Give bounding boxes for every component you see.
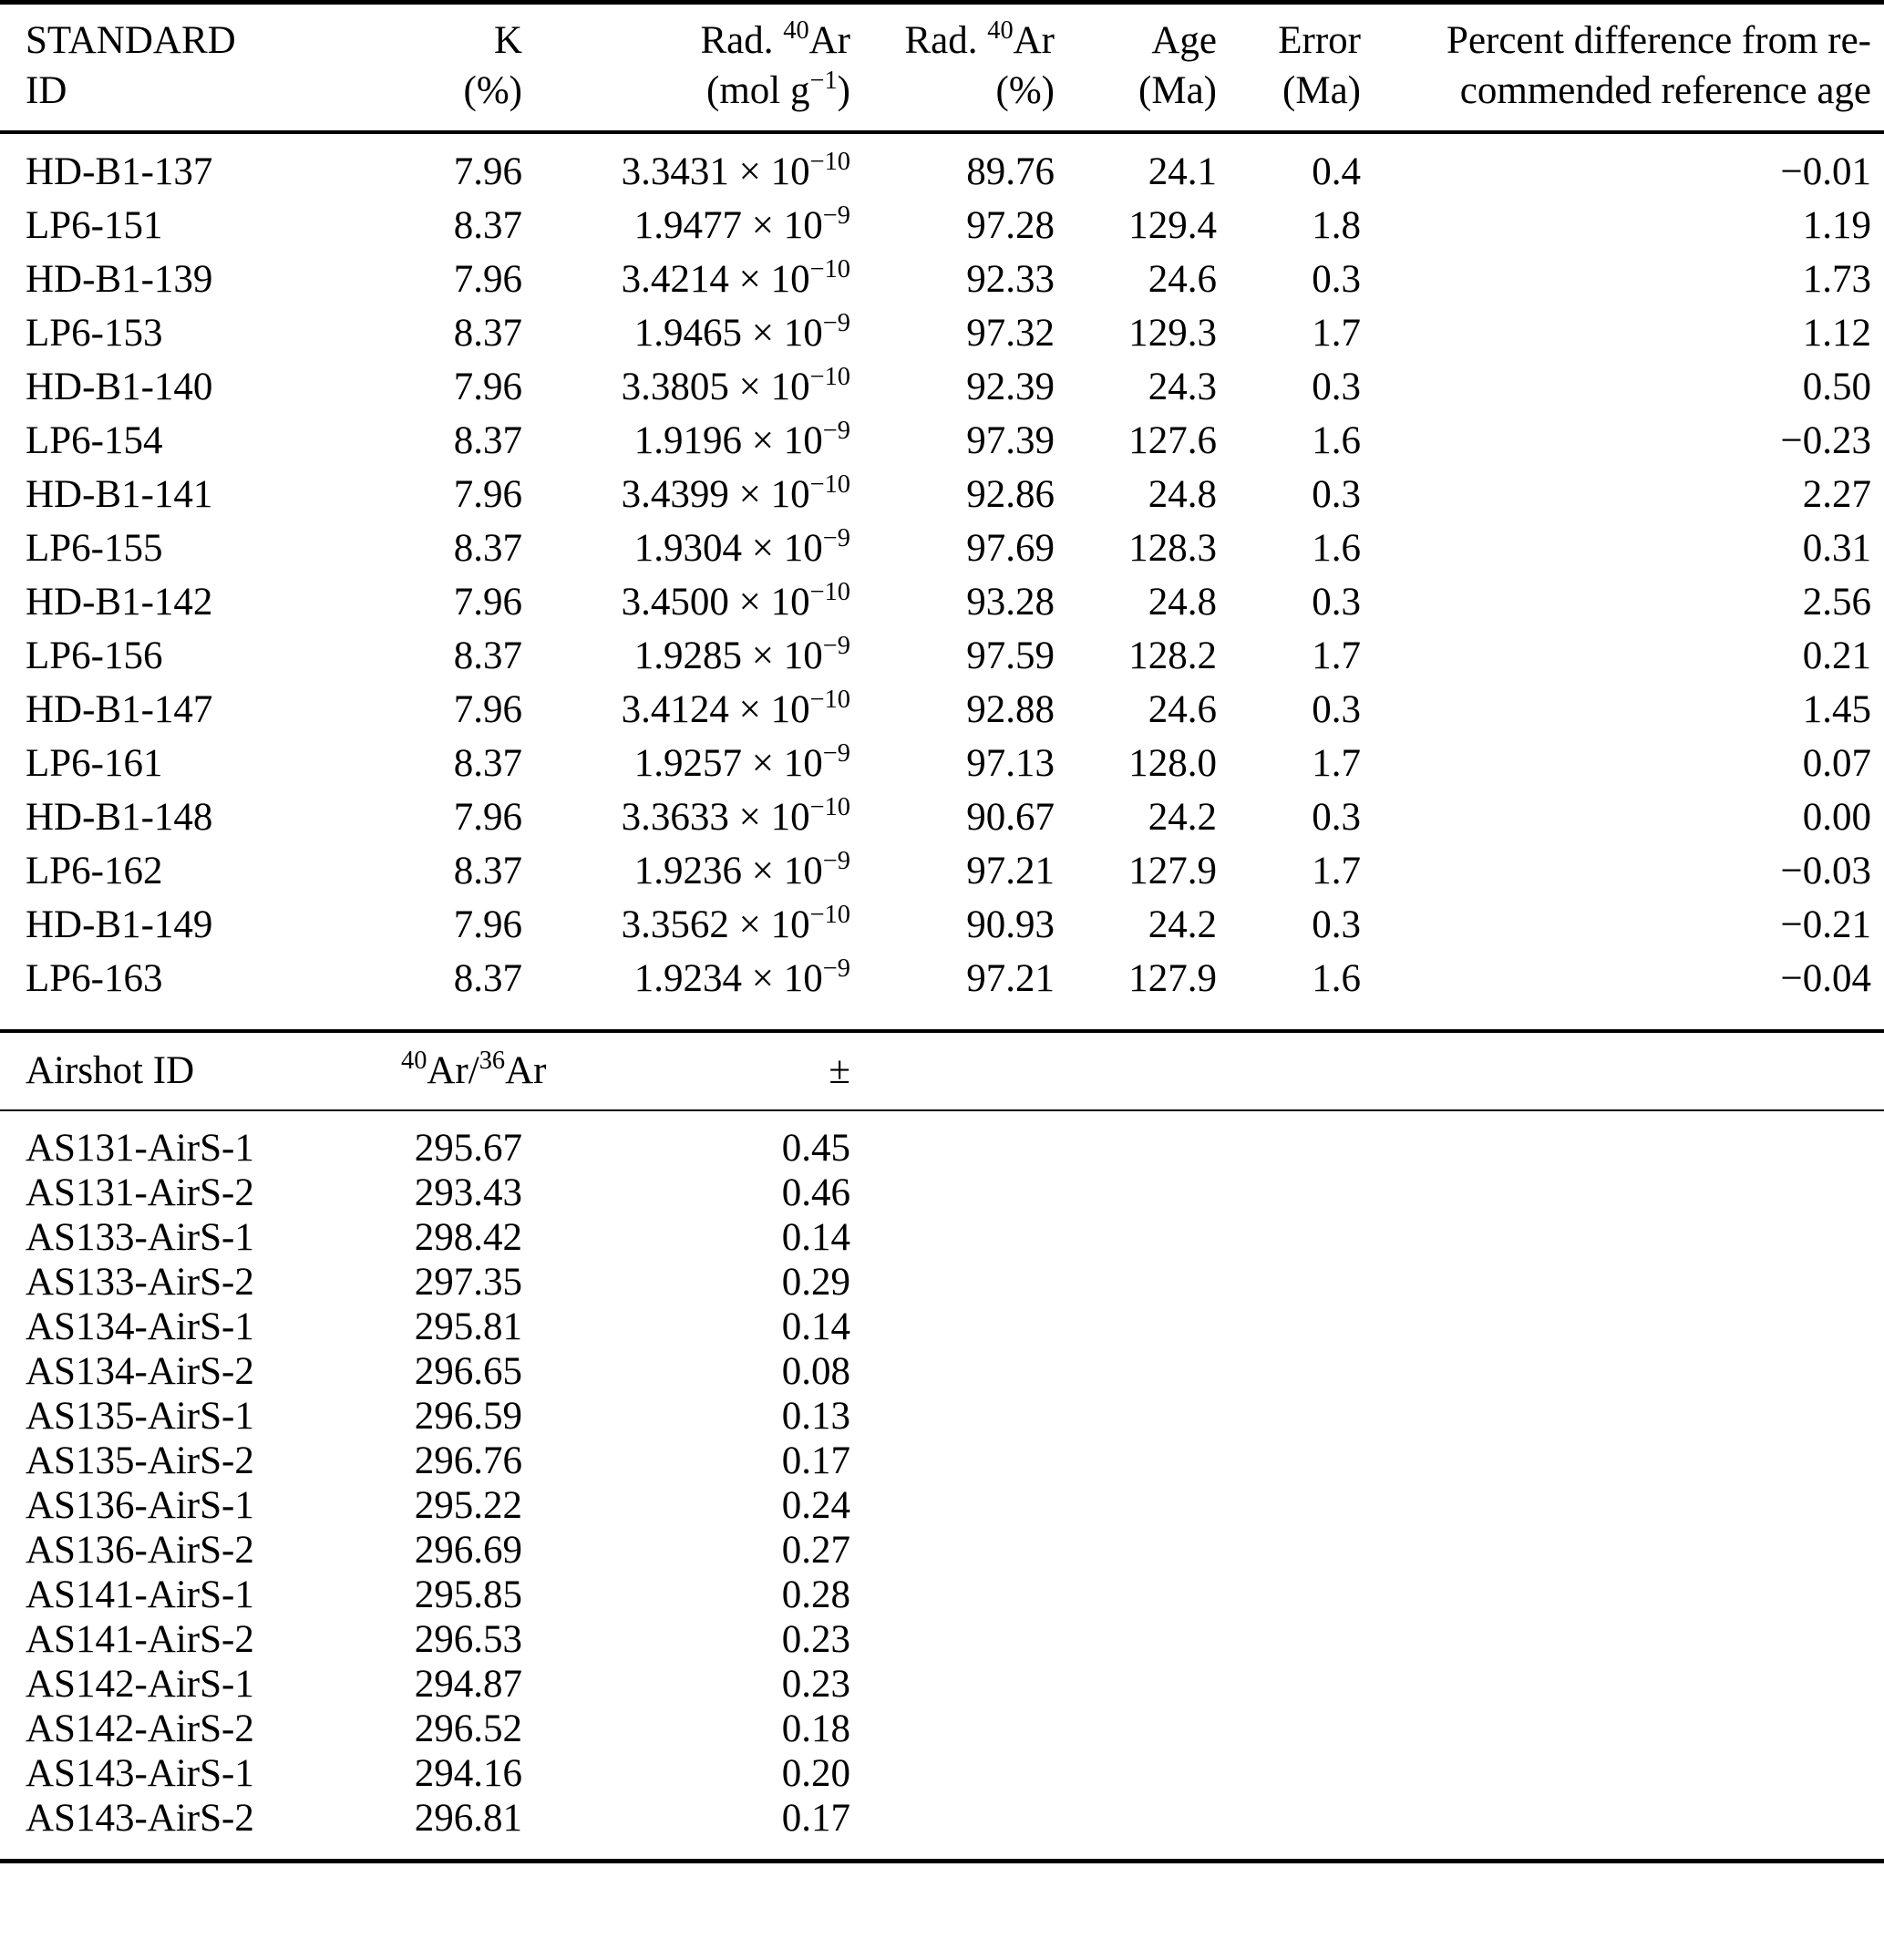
cell-k_pct: 8.37 bbox=[453, 312, 522, 355]
standard-row bbox=[0, 306, 1884, 360]
col-header-rad_ar_mol bbox=[522, 5, 850, 130]
cell-rad_ar_mol: $3.3431 \times 10^{-10}$ bbox=[621, 147, 850, 193]
col-header-ar_ratio: $^{40}$Ar/$^{36}$Ar bbox=[401, 1046, 547, 1092]
cell-plus_minus: 0.17 bbox=[781, 1797, 850, 1840]
cell-plus_minus: 0.18 bbox=[781, 1707, 850, 1750]
cell-filler bbox=[850, 1707, 1884, 1751]
cell-pct_diff: 0.50 bbox=[1802, 366, 1871, 408]
cell-airshot_id: AS135-AirS-1 bbox=[26, 1395, 254, 1438]
col-header-line2: ID bbox=[26, 69, 67, 112]
cell-age: 24.2 bbox=[1148, 903, 1217, 946]
cell-pct_diff: 1.45 bbox=[1802, 688, 1871, 731]
cell-pct_diff: 0.21 bbox=[1802, 634, 1871, 677]
cell-rad_ar_pct: 97.21 bbox=[966, 850, 1055, 892]
airshot-row bbox=[0, 1617, 1884, 1662]
cell-pct_diff: −0.01 bbox=[1780, 150, 1871, 193]
cell-filler bbox=[850, 1171, 1884, 1215]
cell-standard_id: HD-B1-142 bbox=[26, 581, 213, 624]
cell-rad_ar_pct: 97.69 bbox=[966, 527, 1055, 570]
cell-age: 128.0 bbox=[1128, 742, 1217, 785]
cell-error: 0.3 bbox=[1312, 903, 1361, 946]
standards-body bbox=[0, 145, 1884, 1006]
col-header-k_pct bbox=[401, 5, 522, 130]
cell-pct_diff: 1.12 bbox=[1802, 312, 1871, 355]
cell-rad_ar_pct: 92.86 bbox=[966, 473, 1055, 516]
cell-airshot_id: AS136-AirS-1 bbox=[26, 1484, 254, 1527]
airshot-row bbox=[0, 1215, 1884, 1260]
standard-row bbox=[0, 629, 1884, 683]
cell-k_pct: 8.37 bbox=[453, 204, 522, 247]
cell-error: 1.7 bbox=[1312, 634, 1361, 677]
cell-ar_ratio: 296.76 bbox=[414, 1439, 522, 1482]
cell-error: 0.3 bbox=[1312, 366, 1361, 408]
cell-filler bbox=[850, 1617, 1884, 1662]
standard-row bbox=[0, 199, 1884, 253]
cell-ar_ratio: 296.81 bbox=[414, 1797, 522, 1840]
cell-rad_ar_mol: $3.4500 \times 10^{-10}$ bbox=[621, 577, 850, 624]
cell-plus_minus: 0.28 bbox=[781, 1573, 850, 1616]
cell-rad_ar_mol: $1.9236 \times 10^{-9}$ bbox=[633, 846, 850, 892]
airshot-row bbox=[0, 1528, 1884, 1573]
cell-filler bbox=[850, 1349, 1884, 1394]
cell-airshot_id: AS143-AirS-1 bbox=[26, 1752, 254, 1795]
standard-row bbox=[0, 737, 1884, 790]
cell-k_pct: 7.96 bbox=[453, 581, 522, 624]
cell-pct_diff: 2.27 bbox=[1802, 473, 1871, 516]
standard-row bbox=[0, 790, 1884, 844]
cell-standard_id: HD-B1-140 bbox=[26, 366, 213, 408]
cell-standard_id: LP6-155 bbox=[26, 527, 163, 570]
airshot-row bbox=[0, 1573, 1884, 1617]
cell-pct_diff: 1.19 bbox=[1802, 204, 1871, 247]
cell-error: 1.7 bbox=[1312, 850, 1361, 892]
standard-row bbox=[0, 360, 1884, 414]
cell-rad_ar_mol: $1.9257 \times 10^{-9}$ bbox=[633, 738, 850, 785]
cell-filler bbox=[850, 1260, 1884, 1305]
cell-k_pct: 8.37 bbox=[453, 957, 522, 1000]
cell-ar_ratio: 293.43 bbox=[414, 1171, 522, 1214]
cell-filler bbox=[850, 1126, 1884, 1171]
cell-filler bbox=[850, 1305, 1884, 1349]
airshots-body bbox=[0, 1126, 1884, 1841]
cell-airshot_id: AS142-AirS-1 bbox=[26, 1663, 254, 1706]
airshot-row bbox=[0, 1171, 1884, 1215]
cell-rad_ar_pct: 90.67 bbox=[966, 796, 1055, 839]
cell-age: 24.6 bbox=[1148, 688, 1217, 731]
cell-age: 24.3 bbox=[1148, 366, 1217, 408]
cell-plus_minus: 0.13 bbox=[781, 1395, 850, 1438]
cell-plus_minus: 0.46 bbox=[781, 1171, 850, 1214]
cell-pct_diff: 0.00 bbox=[1802, 796, 1871, 839]
cell-age: 24.8 bbox=[1148, 581, 1217, 624]
cell-airshot_id: AS136-AirS-2 bbox=[26, 1529, 254, 1572]
col-header-pct_diff bbox=[1361, 5, 1884, 130]
cell-age: 129.4 bbox=[1128, 204, 1217, 247]
cell-plus_minus: 0.27 bbox=[781, 1529, 850, 1572]
standard-row bbox=[0, 952, 1884, 1006]
cell-rad_ar_mol: $3.3633 \times 10^{-10}$ bbox=[621, 792, 850, 839]
cell-airshot_id: AS141-AirS-1 bbox=[26, 1573, 254, 1616]
cell-error: 0.3 bbox=[1312, 688, 1361, 731]
cell-rad_ar_pct: 97.59 bbox=[966, 634, 1055, 677]
cell-rad_ar_mol: $3.4214 \times 10^{-10}$ bbox=[621, 254, 850, 301]
cell-airshot_id: AS133-AirS-2 bbox=[26, 1261, 254, 1304]
cell-error: 1.6 bbox=[1312, 957, 1361, 1000]
cell-rad_ar_pct: 97.39 bbox=[966, 419, 1055, 462]
col-header-line1: STANDARD bbox=[26, 19, 236, 62]
cell-filler bbox=[850, 1573, 1884, 1617]
cell-airshot_id: AS134-AirS-1 bbox=[26, 1305, 254, 1348]
cell-age: 24.6 bbox=[1148, 258, 1217, 301]
cell-rad_ar_pct: 92.39 bbox=[966, 366, 1055, 408]
cell-standard_id: HD-B1-141 bbox=[26, 473, 213, 516]
cell-ar_ratio: 295.81 bbox=[414, 1305, 522, 1348]
col-header-line2: (Ma) bbox=[1138, 69, 1217, 112]
cell-standard_id: LP6-161 bbox=[26, 742, 163, 785]
cell-plus_minus: 0.45 bbox=[781, 1127, 850, 1170]
cell-airshot_id: AS141-AirS-2 bbox=[26, 1618, 254, 1661]
cell-pct_diff: −0.23 bbox=[1780, 419, 1871, 462]
cell-age: 24.2 bbox=[1148, 796, 1217, 839]
cell-plus_minus: 0.24 bbox=[781, 1484, 850, 1527]
cell-k_pct: 8.37 bbox=[453, 742, 522, 785]
cell-rad_ar_pct: 97.28 bbox=[966, 204, 1055, 247]
cell-age: 127.6 bbox=[1128, 419, 1217, 462]
standard-row bbox=[0, 898, 1884, 952]
airshot-row bbox=[0, 1439, 1884, 1483]
cell-airshot_id: AS131-AirS-1 bbox=[26, 1127, 254, 1170]
cell-standard_id: LP6-162 bbox=[26, 850, 163, 892]
cell-plus_minus: 0.29 bbox=[781, 1261, 850, 1304]
standards-table bbox=[0, 5, 1884, 130]
cell-rad_ar_mol: $3.3562 \times 10^{-10}$ bbox=[621, 900, 850, 946]
cell-ar_ratio: 295.67 bbox=[414, 1127, 522, 1170]
cell-plus_minus: 0.14 bbox=[781, 1216, 850, 1259]
cell-standard_id: LP6-151 bbox=[26, 204, 163, 247]
cell-error: 0.3 bbox=[1312, 796, 1361, 839]
cell-standard_id: HD-B1-139 bbox=[26, 258, 213, 301]
cell-ar_ratio: 296.52 bbox=[414, 1707, 522, 1750]
cell-plus_minus: 0.23 bbox=[781, 1618, 850, 1661]
cell-rad_ar_mol: $1.9196 \times 10^{-9}$ bbox=[633, 416, 850, 462]
airshot-row bbox=[0, 1751, 1884, 1796]
cell-rad_ar_mol: $1.9285 \times 10^{-9}$ bbox=[633, 631, 850, 677]
cell-pct_diff: 1.73 bbox=[1802, 258, 1871, 301]
col-header-line2: (%) bbox=[463, 69, 522, 112]
spacer bbox=[0, 1006, 1884, 1029]
cell-rad_ar_mol: $1.9477 \times 10^{-9}$ bbox=[633, 201, 850, 247]
airshots-header-table bbox=[0, 1033, 1884, 1109]
col-header-filler bbox=[850, 1033, 1884, 1109]
col-header-line1: Age bbox=[1151, 19, 1217, 62]
cell-k_pct: 8.37 bbox=[453, 527, 522, 570]
cell-error: 0.3 bbox=[1312, 581, 1361, 624]
cell-filler bbox=[850, 1796, 1884, 1841]
cell-plus_minus: 0.17 bbox=[781, 1439, 850, 1482]
cell-error: 1.7 bbox=[1312, 742, 1361, 785]
cell-ar_ratio: 294.16 bbox=[414, 1752, 522, 1795]
airshot-row bbox=[0, 1483, 1884, 1528]
cell-ar_ratio: 296.53 bbox=[414, 1618, 522, 1661]
cell-filler bbox=[850, 1394, 1884, 1439]
cell-standard_id: LP6-153 bbox=[26, 312, 163, 355]
cell-rad_ar_pct: 92.88 bbox=[966, 688, 1055, 731]
cell-age: 128.2 bbox=[1128, 634, 1217, 677]
cell-age: 127.9 bbox=[1128, 850, 1217, 892]
cell-rad_ar_mol: $3.3805 \times 10^{-10}$ bbox=[621, 362, 850, 408]
standards-header-row bbox=[0, 5, 1884, 130]
col-header-line2: (mol $g^{-1}$) bbox=[706, 66, 850, 112]
cell-ar_ratio: 298.42 bbox=[414, 1216, 522, 1259]
col-header-line2: (%) bbox=[995, 69, 1055, 112]
cell-rad_ar_pct: 92.33 bbox=[966, 258, 1055, 301]
cell-pct_diff: 2.56 bbox=[1802, 581, 1871, 624]
cell-filler bbox=[850, 1528, 1884, 1573]
col-header-airshot_id: Airshot ID bbox=[26, 1049, 195, 1092]
cell-rad_ar_pct: 90.93 bbox=[966, 903, 1055, 946]
cell-filler bbox=[850, 1662, 1884, 1707]
airshot-row bbox=[0, 1126, 1884, 1171]
cell-plus_minus: 0.20 bbox=[781, 1752, 850, 1795]
cell-error: 0.3 bbox=[1312, 473, 1361, 516]
bottom-rule bbox=[0, 1859, 1884, 1863]
cell-standard_id: HD-B1-137 bbox=[26, 150, 213, 193]
airshot-row bbox=[0, 1707, 1884, 1751]
standards-header bbox=[0, 5, 1884, 130]
cell-ar_ratio: 296.59 bbox=[414, 1395, 522, 1438]
col-header-line1: K bbox=[493, 19, 522, 62]
cell-rad_ar_pct: 97.32 bbox=[966, 312, 1055, 355]
cell-rad_ar_pct: 97.13 bbox=[966, 742, 1055, 785]
cell-age: 129.3 bbox=[1128, 312, 1217, 355]
cell-rad_ar_mol: $1.9234 \times 10^{-9}$ bbox=[633, 954, 850, 1000]
col-header-standard_id bbox=[0, 5, 401, 130]
cell-pct_diff: −0.03 bbox=[1780, 850, 1871, 892]
airshot-row bbox=[0, 1796, 1884, 1841]
airshots-header bbox=[0, 1033, 1884, 1109]
cell-standard_id: HD-B1-148 bbox=[26, 796, 213, 839]
standard-row bbox=[0, 145, 1884, 199]
cell-k_pct: 7.96 bbox=[453, 150, 522, 193]
airshot-row bbox=[0, 1662, 1884, 1707]
cell-standard_id: LP6-163 bbox=[26, 957, 163, 1000]
col-header-line1: Percent difference from re- bbox=[1446, 19, 1871, 62]
cell-k_pct: 7.96 bbox=[453, 473, 522, 516]
cell-filler bbox=[850, 1439, 1884, 1483]
cell-standard_id: LP6-154 bbox=[26, 419, 163, 462]
col-header-age bbox=[1055, 5, 1217, 130]
standard-row bbox=[0, 468, 1884, 521]
cell-rad_ar_pct: 93.28 bbox=[966, 581, 1055, 624]
airshots-body-table bbox=[0, 1126, 1884, 1841]
cell-airshot_id: AS133-AirS-1 bbox=[26, 1216, 254, 1259]
standard-row bbox=[0, 575, 1884, 629]
cell-rad_ar_pct: 97.21 bbox=[966, 957, 1055, 1000]
cell-error: 0.4 bbox=[1312, 150, 1361, 193]
col-header-line1: Rad. $^{40}$Ar bbox=[700, 15, 850, 62]
cell-filler bbox=[850, 1751, 1884, 1796]
cell-age: 128.3 bbox=[1128, 527, 1217, 570]
standard-row bbox=[0, 521, 1884, 575]
cell-airshot_id: AS142-AirS-2 bbox=[26, 1707, 254, 1750]
airshot-row bbox=[0, 1349, 1884, 1394]
cell-ar_ratio: 297.35 bbox=[414, 1261, 522, 1304]
cell-error: 1.7 bbox=[1312, 312, 1361, 355]
cell-k_pct: 7.96 bbox=[453, 903, 522, 946]
cell-plus_minus: 0.14 bbox=[781, 1305, 850, 1348]
col-header-line2: commended reference age bbox=[1459, 69, 1871, 112]
standard-row bbox=[0, 414, 1884, 468]
cell-k_pct: 8.37 bbox=[453, 419, 522, 462]
cell-rad_ar_mol: $1.9304 \times 10^{-9}$ bbox=[633, 523, 850, 570]
cell-ar_ratio: 295.85 bbox=[414, 1573, 522, 1616]
cell-plus_minus: 0.08 bbox=[781, 1350, 850, 1393]
cell-ar_ratio: 296.69 bbox=[414, 1529, 522, 1572]
cell-standard_id: HD-B1-147 bbox=[26, 688, 213, 731]
cell-airshot_id: AS134-AirS-2 bbox=[26, 1350, 254, 1393]
col-header-line2: (Ma) bbox=[1282, 69, 1361, 112]
col-header-error bbox=[1217, 5, 1361, 130]
col-header-line1: Error bbox=[1278, 19, 1361, 62]
col-header-rad_ar_pct bbox=[850, 5, 1055, 130]
cell-k_pct: 8.37 bbox=[453, 850, 522, 892]
cell-pct_diff: 0.31 bbox=[1802, 527, 1871, 570]
airshots-header-row bbox=[0, 1033, 1884, 1109]
cell-rad_ar_mol: $3.4399 \times 10^{-10}$ bbox=[621, 469, 850, 516]
cell-pct_diff: −0.21 bbox=[1780, 903, 1871, 946]
cell-pct_diff: 0.07 bbox=[1802, 742, 1871, 785]
cell-standard_id: HD-B1-149 bbox=[26, 903, 213, 946]
airshot-row bbox=[0, 1260, 1884, 1305]
cell-plus_minus: 0.23 bbox=[781, 1663, 850, 1706]
airshot-row bbox=[0, 1305, 1884, 1349]
cell-age: 24.1 bbox=[1148, 150, 1217, 193]
cell-k_pct: 7.96 bbox=[453, 796, 522, 839]
cell-error: 1.6 bbox=[1312, 419, 1361, 462]
standards-body-table bbox=[0, 145, 1884, 1006]
cell-error: 1.6 bbox=[1312, 527, 1361, 570]
col-header-line1: Rad. $^{40}$Ar bbox=[904, 15, 1055, 62]
cell-ar_ratio: 296.65 bbox=[414, 1350, 522, 1393]
standard-row bbox=[0, 253, 1884, 306]
standard-row bbox=[0, 683, 1884, 737]
spacer bbox=[0, 1841, 1884, 1859]
col-header-plus_minus: ± bbox=[829, 1049, 850, 1092]
cell-airshot_id: AS143-AirS-2 bbox=[26, 1797, 254, 1840]
cell-age: 127.9 bbox=[1128, 957, 1217, 1000]
cell-filler bbox=[850, 1215, 1884, 1260]
cell-rad_ar_mol: $1.9465 \times 10^{-9}$ bbox=[633, 308, 850, 355]
cell-k_pct: 7.96 bbox=[453, 258, 522, 301]
cell-ar_ratio: 295.22 bbox=[414, 1484, 522, 1527]
cell-k_pct: 7.96 bbox=[453, 688, 522, 731]
cell-standard_id: LP6-156 bbox=[26, 634, 163, 677]
cell-filler bbox=[850, 1483, 1884, 1528]
cell-airshot_id: AS131-AirS-2 bbox=[26, 1171, 254, 1214]
cell-error: 1.8 bbox=[1312, 204, 1361, 247]
spacer bbox=[0, 134, 1884, 145]
cell-k_pct: 8.37 bbox=[453, 634, 522, 677]
cell-rad_ar_pct: 89.76 bbox=[966, 150, 1055, 193]
airshot-row bbox=[0, 1394, 1884, 1439]
cell-age: 24.8 bbox=[1148, 473, 1217, 516]
cell-error: 0.3 bbox=[1312, 258, 1361, 301]
cell-ar_ratio: 294.87 bbox=[414, 1663, 522, 1706]
cell-rad_ar_mol: $3.4124 \times 10^{-10}$ bbox=[621, 685, 850, 731]
standard-row bbox=[0, 844, 1884, 898]
cell-airshot_id: AS135-AirS-2 bbox=[26, 1439, 254, 1482]
cell-pct_diff: −0.04 bbox=[1780, 957, 1871, 1000]
cell-k_pct: 7.96 bbox=[453, 366, 522, 408]
spacer bbox=[0, 1111, 1884, 1126]
